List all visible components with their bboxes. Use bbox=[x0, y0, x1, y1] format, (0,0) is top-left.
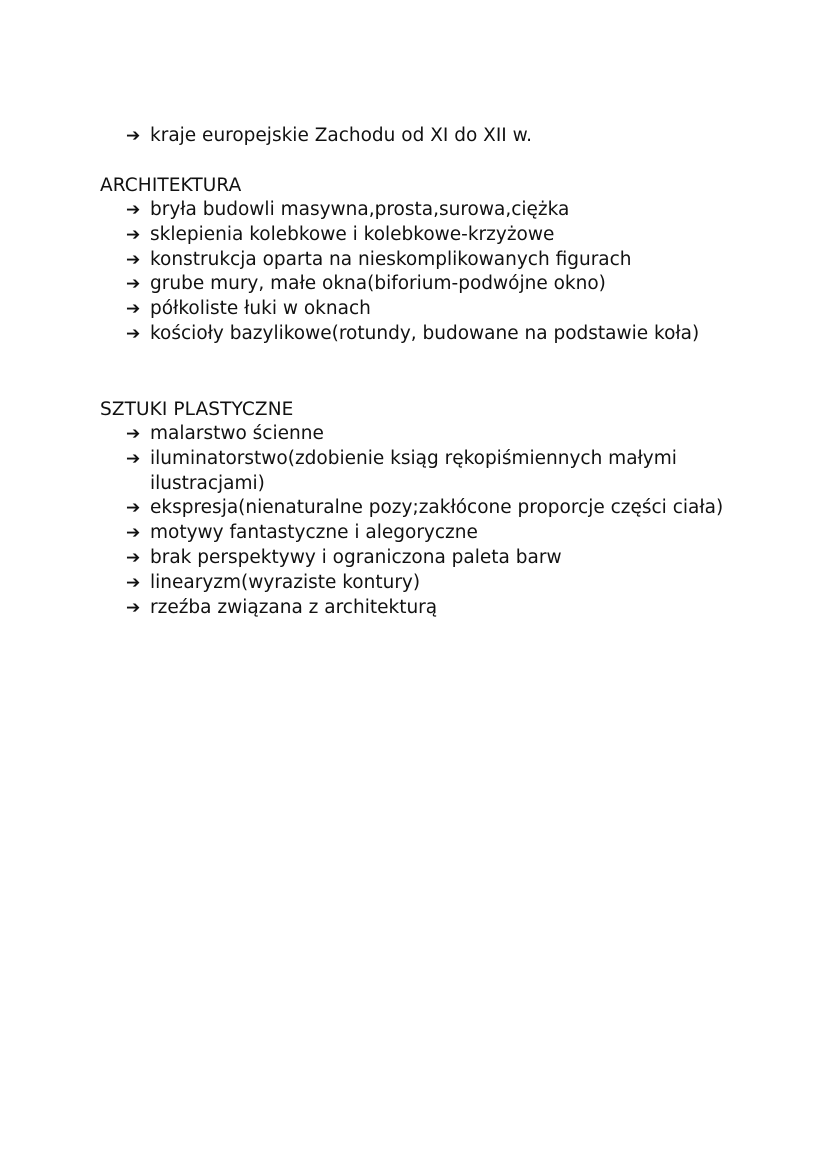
list-item bbox=[126, 322, 780, 347]
arrow-icon: ➔ bbox=[126, 572, 141, 593]
arrow-icon: ➔ bbox=[126, 448, 141, 469]
list-item-text: kraje europejskie Zachodu od XI do XII w. bbox=[150, 125, 532, 146]
list-item-text: ekspresja(nienaturalne pozy;zakłócone proporcje części ciała) bbox=[150, 497, 724, 519]
list-item bbox=[126, 447, 780, 497]
list-item bbox=[126, 521, 780, 546]
arrow-icon: ➔ bbox=[126, 597, 141, 618]
list-item-text: brak perspektywy i ograniczona paleta barw bbox=[150, 546, 562, 568]
list-item-text: kościoły bazylikowe(rotundy, budowane na podstawie koła) bbox=[150, 322, 700, 344]
list-item-text: grube mury, małe okna(biforium-podwójne okno) bbox=[150, 273, 606, 295]
list-item bbox=[126, 198, 780, 223]
list-item bbox=[126, 422, 780, 447]
list-item-text: bryła budowli masywna,prosta,surowa,ciężka bbox=[150, 199, 570, 220]
section-heading: ARCHITEKTURA bbox=[100, 175, 242, 196]
list-item bbox=[126, 571, 780, 596]
list-item bbox=[126, 124, 766, 149]
arrow-icon: ➔ bbox=[126, 274, 141, 295]
intro-line bbox=[126, 124, 766, 149]
list-item-text: konstrukcja oparta na nieskomplikowanych figurach bbox=[150, 248, 632, 270]
visual-arts-section bbox=[100, 397, 780, 620]
intro-list bbox=[126, 124, 766, 149]
list-item bbox=[126, 546, 780, 571]
section-heading: SZTUKI PLASTYCZNE bbox=[100, 399, 294, 420]
list-item-text: malarstwo ścienne bbox=[150, 423, 324, 444]
arrow-icon: ➔ bbox=[126, 224, 141, 245]
arrow-icon: ➔ bbox=[126, 498, 141, 519]
arrow-icon: ➔ bbox=[126, 249, 141, 270]
arrow-icon: ➔ bbox=[126, 523, 141, 544]
arrow-icon: ➔ bbox=[126, 424, 141, 444]
arrow-icon: ➔ bbox=[126, 126, 141, 146]
list-item bbox=[126, 496, 780, 521]
list-item bbox=[126, 297, 780, 322]
arrow-icon: ➔ bbox=[126, 200, 141, 220]
architecture-section bbox=[100, 173, 780, 347]
list-item-text: półkoliste łuki w oknach bbox=[150, 298, 371, 320]
arrow-icon: ➔ bbox=[126, 299, 141, 320]
list-item bbox=[126, 596, 780, 621]
list-item-text: iluminatorstwo(zdobienie ksiąg rękopiśmiennych małymi ilustracjami) bbox=[150, 447, 677, 494]
visual-arts-list bbox=[100, 422, 780, 620]
architecture-list bbox=[100, 198, 780, 347]
list-item bbox=[126, 248, 780, 273]
list-item-text: sklepienia kolebkowe i kolebkowe-krzyżowe bbox=[150, 223, 555, 245]
arrow-icon: ➔ bbox=[126, 323, 141, 344]
list-item-text: motywy fantastyczne i alegoryczne bbox=[150, 522, 478, 544]
list-item-text: linearyzm(wyraziste kontury) bbox=[150, 571, 421, 593]
list-item bbox=[126, 272, 780, 297]
list-item bbox=[126, 223, 780, 248]
list-item-text: rzeźba związana z architekturą bbox=[150, 596, 438, 618]
arrow-icon: ➔ bbox=[126, 547, 141, 568]
